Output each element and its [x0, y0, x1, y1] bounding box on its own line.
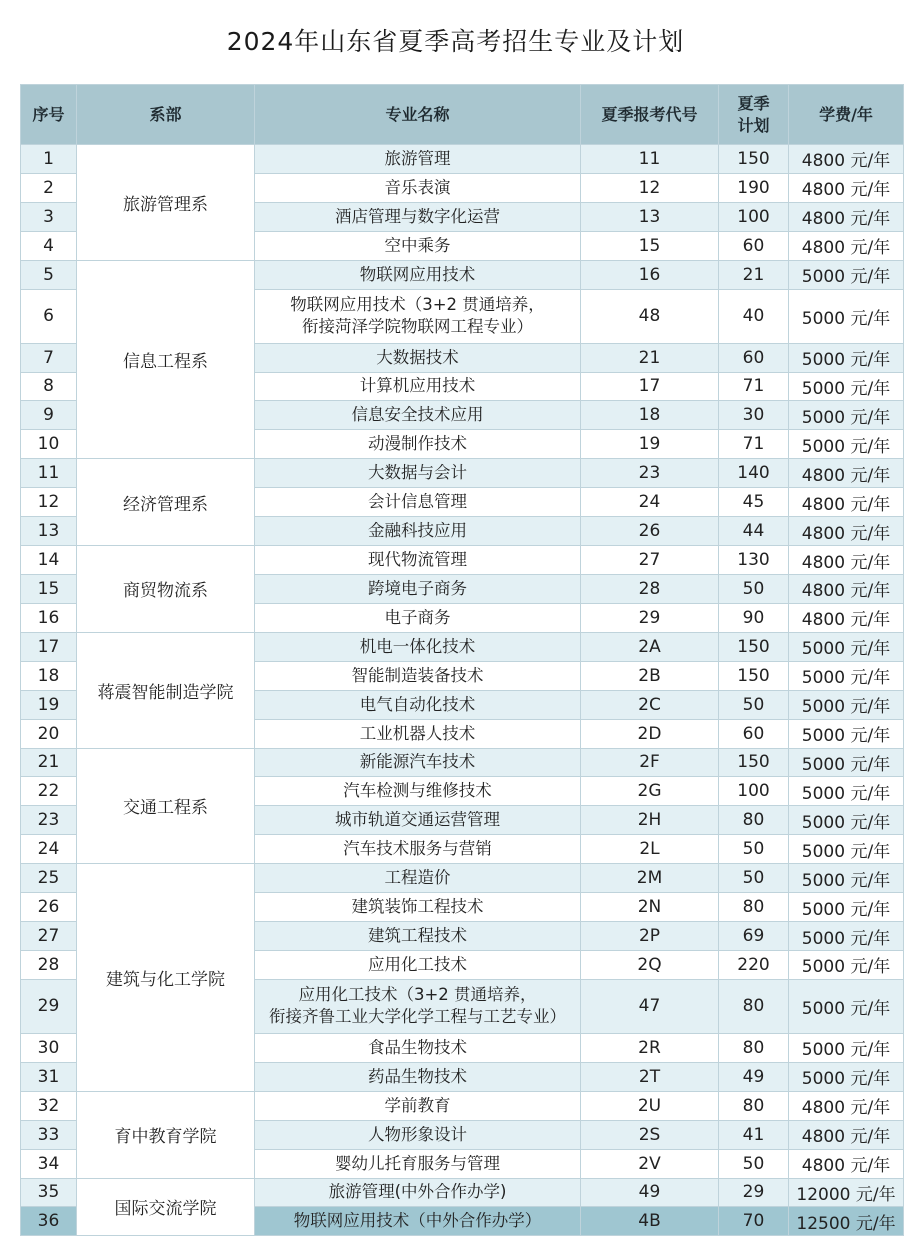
cell-major: 空中乘务	[255, 231, 581, 260]
cell-dept: 经济管理系	[77, 459, 255, 546]
cell-seq: 13	[21, 517, 77, 546]
cell-dept: 蒋震智能制造学院	[77, 632, 255, 748]
cell-code: 13	[581, 202, 719, 231]
cell-seq: 16	[21, 603, 77, 632]
cell-code: 2N	[581, 893, 719, 922]
cell-plan: 150	[719, 145, 789, 174]
cell-seq: 26	[21, 893, 77, 922]
cell-plan: 100	[719, 777, 789, 806]
cell-plan: 100	[719, 202, 789, 231]
cell-fee: 5000 元/年	[789, 430, 904, 459]
header-seq	[21, 85, 77, 145]
cell-major: 婴幼儿托育服务与管理	[255, 1149, 581, 1178]
header-fee: 学费/年	[789, 85, 904, 145]
cell-major: 酒店管理与数字化运营	[255, 202, 581, 231]
cell-seq: 24	[21, 835, 77, 864]
cell-code: 2B	[581, 661, 719, 690]
cell-fee: 5000 元/年	[789, 289, 904, 343]
cell-code: 2M	[581, 864, 719, 893]
cell-plan: 50	[719, 690, 789, 719]
cell-dept: 国际交流学院	[77, 1178, 255, 1236]
cell-code: 2T	[581, 1062, 719, 1091]
cell-dept: 商贸物流系	[77, 546, 255, 633]
cell-major: 音乐表演	[255, 173, 581, 202]
cell-plan: 49	[719, 1062, 789, 1091]
header-code: 夏季报考代号	[581, 85, 719, 145]
cell-code: 11	[581, 145, 719, 174]
cell-code: 49	[581, 1178, 719, 1207]
cell-seq: 1	[21, 145, 77, 174]
cell-fee: 4800 元/年	[789, 603, 904, 632]
cell-seq: 29	[21, 979, 77, 1033]
cell-seq: 30	[21, 1033, 77, 1062]
cell-major: 汽车检测与维修技术	[255, 777, 581, 806]
cell-fee: 5000 元/年	[789, 979, 904, 1033]
cell-plan: 45	[719, 488, 789, 517]
cell-fee: 12500 元/年	[789, 1207, 904, 1236]
cell-fee: 4800 元/年	[789, 173, 904, 202]
cell-major-line1: 物联网应用技术（3+2 贯通培养，	[290, 295, 545, 315]
cell-code: 2H	[581, 806, 719, 835]
cell-plan: 80	[719, 893, 789, 922]
table-header-row	[21, 85, 904, 145]
cell-seq: 19	[21, 690, 77, 719]
cell-plan: 40	[719, 289, 789, 343]
cell-seq: 21	[21, 748, 77, 777]
cell-code: 2L	[581, 835, 719, 864]
cell-major: 物联网应用技术	[255, 260, 581, 289]
cell-plan: 150	[719, 661, 789, 690]
cell-fee: 5000 元/年	[789, 632, 904, 661]
cell-fee: 5000 元/年	[789, 1062, 904, 1091]
cell-seq: 31	[21, 1062, 77, 1091]
cell-code: 23	[581, 459, 719, 488]
cell-seq: 28	[21, 950, 77, 979]
cell-major: 建筑装饰工程技术	[255, 893, 581, 922]
cell-major: 大数据技术	[255, 343, 581, 372]
cell-major: 物联网应用技术（中外合作办学）	[255, 1207, 581, 1236]
cell-code: 2P	[581, 922, 719, 951]
cell-dept: 交通工程系	[77, 748, 255, 864]
cell-plan: 44	[719, 517, 789, 546]
cell-fee: 5000 元/年	[789, 260, 904, 289]
cell-plan: 190	[719, 173, 789, 202]
cell-seq: 9	[21, 401, 77, 430]
cell-fee: 4800 元/年	[789, 574, 904, 603]
cell-seq: 8	[21, 372, 77, 401]
cell-seq: 25	[21, 864, 77, 893]
cell-major: 工程造价	[255, 864, 581, 893]
header-plan	[719, 85, 789, 145]
cell-seq: 34	[21, 1149, 77, 1178]
cell-major: 会计信息管理	[255, 488, 581, 517]
cell-seq: 2	[21, 173, 77, 202]
cell-code: 29	[581, 603, 719, 632]
cell-seq: 23	[21, 806, 77, 835]
cell-code: 2F	[581, 748, 719, 777]
cell-major: 药品生物技术	[255, 1062, 581, 1091]
cell-fee: 4800 元/年	[789, 517, 904, 546]
cell-fee: 4800 元/年	[789, 145, 904, 174]
cell-code: 28	[581, 574, 719, 603]
cell-plan: 41	[719, 1120, 789, 1149]
cell-seq: 36	[21, 1207, 77, 1236]
cell-code: 2V	[581, 1149, 719, 1178]
cell-major-line2: 衔接齐鲁工业大学化学工程与工艺专业）	[269, 1007, 566, 1027]
cell-major: 计算机应用技术	[255, 372, 581, 401]
cell-major: 电气自动化技术	[255, 690, 581, 719]
cell-dept: 建筑与化工学院	[77, 864, 255, 1092]
cell-code: 48	[581, 289, 719, 343]
cell-major: 智能制造装备技术	[255, 661, 581, 690]
cell-plan: 50	[719, 835, 789, 864]
cell-fee: 5000 元/年	[789, 719, 904, 748]
cell-fee: 4800 元/年	[789, 231, 904, 260]
cell-code: 4B	[581, 1207, 719, 1236]
cell-seq: 33	[21, 1120, 77, 1149]
cell-major: 建筑工程技术	[255, 922, 581, 951]
cell-fee: 5000 元/年	[789, 922, 904, 951]
cell-fee: 4800 元/年	[789, 1149, 904, 1178]
table-row	[21, 1091, 904, 1120]
cell-code: 21	[581, 343, 719, 372]
cell-code: 17	[581, 372, 719, 401]
cell-plan: 150	[719, 748, 789, 777]
cell-code: 15	[581, 231, 719, 260]
cell-plan: 69	[719, 922, 789, 951]
cell-seq: 20	[21, 719, 77, 748]
cell-major	[255, 979, 581, 1033]
cell-plan: 130	[719, 546, 789, 575]
cell-fee: 5000 元/年	[789, 950, 904, 979]
cell-fee: 5000 元/年	[789, 690, 904, 719]
cell-code: 12	[581, 173, 719, 202]
cell-fee: 4800 元/年	[789, 202, 904, 231]
cell-major: 现代物流管理	[255, 546, 581, 575]
cell-plan: 60	[719, 343, 789, 372]
cell-seq: 35	[21, 1178, 77, 1207]
cell-major: 动漫制作技术	[255, 430, 581, 459]
cell-fee: 5000 元/年	[789, 835, 904, 864]
cell-fee: 4800 元/年	[789, 459, 904, 488]
table-row	[21, 748, 904, 777]
header-dept: 系部	[77, 85, 255, 145]
cell-fee: 5000 元/年	[789, 1033, 904, 1062]
cell-plan: 21	[719, 260, 789, 289]
table-row	[21, 260, 904, 289]
table-row	[21, 864, 904, 893]
cell-plan: 50	[719, 864, 789, 893]
cell-code: 2A	[581, 632, 719, 661]
cell-plan: 80	[719, 1091, 789, 1120]
cell-major: 城市轨道交通运营管理	[255, 806, 581, 835]
cell-major: 应用化工技术	[255, 950, 581, 979]
cell-code: 19	[581, 430, 719, 459]
cell-code: 2G	[581, 777, 719, 806]
table-row	[21, 546, 904, 575]
table-body	[21, 145, 904, 1236]
cell-plan: 71	[719, 372, 789, 401]
cell-plan: 80	[719, 1033, 789, 1062]
cell-seq: 18	[21, 661, 77, 690]
cell-seq: 14	[21, 546, 77, 575]
cell-fee: 5000 元/年	[789, 777, 904, 806]
cell-major: 汽车技术服务与营销	[255, 835, 581, 864]
cell-plan: 60	[719, 231, 789, 260]
cell-plan: 60	[719, 719, 789, 748]
cell-fee: 5000 元/年	[789, 893, 904, 922]
cell-seq: 4	[21, 231, 77, 260]
cell-code: 16	[581, 260, 719, 289]
cell-fee: 4800 元/年	[789, 1091, 904, 1120]
cell-seq: 6	[21, 289, 77, 343]
header-seq-label: 序号	[32, 104, 65, 124]
cell-major: 大数据与会计	[255, 459, 581, 488]
cell-major: 金融科技应用	[255, 517, 581, 546]
cell-major-line2: 衔接菏泽学院物联网工程专业）	[302, 317, 533, 337]
enrollment-plan-table	[20, 84, 904, 1236]
cell-seq: 22	[21, 777, 77, 806]
cell-plan: 50	[719, 1149, 789, 1178]
cell-dept: 旅游管理系	[77, 145, 255, 261]
cell-fee: 4800 元/年	[789, 488, 904, 517]
cell-dept: 育中教育学院	[77, 1091, 255, 1178]
cell-plan: 71	[719, 430, 789, 459]
cell-fee: 5000 元/年	[789, 343, 904, 372]
cell-fee: 4800 元/年	[789, 546, 904, 575]
cell-fee: 5000 元/年	[789, 401, 904, 430]
cell-plan: 29	[719, 1178, 789, 1207]
cell-fee: 5000 元/年	[789, 748, 904, 777]
cell-major-line1: 应用化工技术（3+2 贯通培养，	[298, 985, 537, 1005]
cell-plan: 30	[719, 401, 789, 430]
cell-plan: 90	[719, 603, 789, 632]
cell-major: 旅游管理	[255, 145, 581, 174]
cell-major: 人物形象设计	[255, 1120, 581, 1149]
table-row	[21, 1178, 904, 1207]
header-major: 专业名称	[255, 85, 581, 145]
cell-code: 2C	[581, 690, 719, 719]
cell-major: 工业机器人技术	[255, 719, 581, 748]
cell-fee: 5000 元/年	[789, 661, 904, 690]
cell-plan: 50	[719, 574, 789, 603]
cell-plan: 140	[719, 459, 789, 488]
cell-code: 24	[581, 488, 719, 517]
header-plan-label: 夏季计划	[737, 93, 770, 135]
cell-plan: 150	[719, 632, 789, 661]
cell-major: 跨境电子商务	[255, 574, 581, 603]
cell-code: 26	[581, 517, 719, 546]
cell-major: 旅游管理(中外合作办学)	[255, 1178, 581, 1207]
table-row	[21, 632, 904, 661]
cell-dept: 信息工程系	[77, 260, 255, 459]
cell-fee: 12000 元/年	[789, 1178, 904, 1207]
cell-seq: 32	[21, 1091, 77, 1120]
cell-code: 47	[581, 979, 719, 1033]
cell-code: 2Q	[581, 950, 719, 979]
cell-major: 信息安全技术应用	[255, 401, 581, 430]
cell-plan: 70	[719, 1207, 789, 1236]
cell-code: 2S	[581, 1120, 719, 1149]
cell-plan: 80	[719, 979, 789, 1033]
cell-major: 食品生物技术	[255, 1033, 581, 1062]
cell-code: 27	[581, 546, 719, 575]
table-row	[21, 459, 904, 488]
cell-seq: 27	[21, 922, 77, 951]
cell-code: 2U	[581, 1091, 719, 1120]
cell-major	[255, 289, 581, 343]
cell-seq: 10	[21, 430, 77, 459]
cell-plan: 80	[719, 806, 789, 835]
cell-seq: 5	[21, 260, 77, 289]
cell-code: 18	[581, 401, 719, 430]
cell-seq: 17	[21, 632, 77, 661]
cell-seq: 12	[21, 488, 77, 517]
table-row	[21, 145, 904, 174]
cell-major: 新能源汽车技术	[255, 748, 581, 777]
cell-code: 2R	[581, 1033, 719, 1062]
cell-fee: 5000 元/年	[789, 864, 904, 893]
cell-plan: 220	[719, 950, 789, 979]
cell-seq: 11	[21, 459, 77, 488]
cell-major: 电子商务	[255, 603, 581, 632]
cell-code: 2D	[581, 719, 719, 748]
cell-seq: 15	[21, 574, 77, 603]
cell-fee: 4800 元/年	[789, 1120, 904, 1149]
cell-fee: 5000 元/年	[789, 372, 904, 401]
cell-seq: 3	[21, 202, 77, 231]
page-title: 2024年山东省夏季高考招生专业及计划	[226, 27, 685, 56]
cell-major: 机电一体化技术	[255, 632, 581, 661]
cell-fee: 5000 元/年	[789, 806, 904, 835]
cell-seq: 7	[21, 343, 77, 372]
cell-major: 学前教育	[255, 1091, 581, 1120]
